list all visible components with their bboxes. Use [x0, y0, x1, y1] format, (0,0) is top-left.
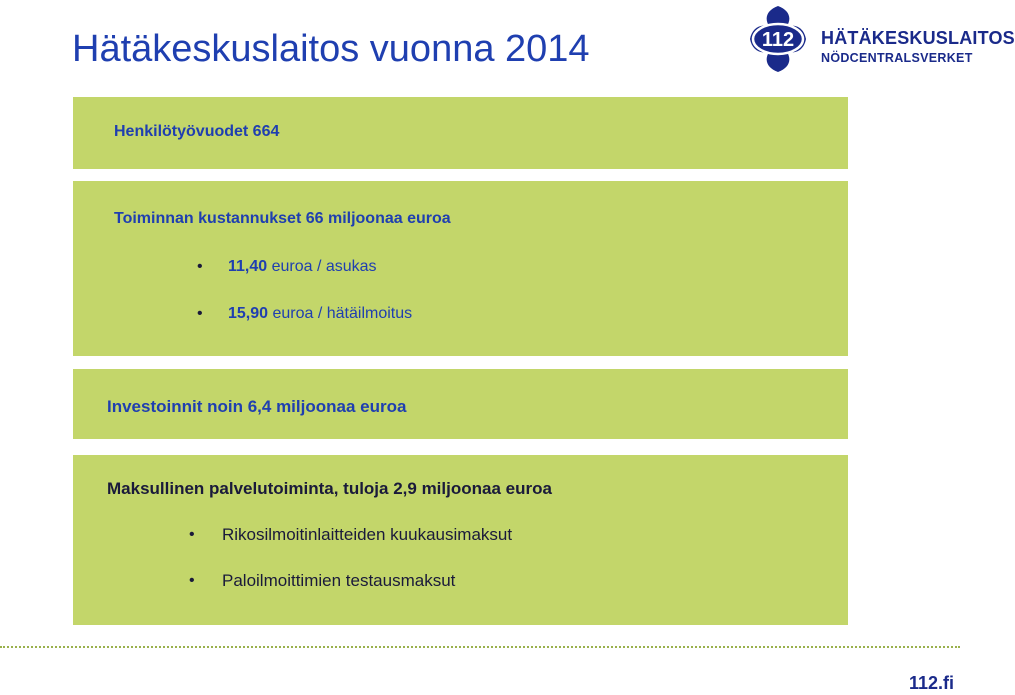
list-item [228, 258, 377, 276]
footer-divider [0, 646, 960, 648]
box-costs-heading: Toiminnan kustannukset 66 miljoonaa euroa [114, 210, 451, 227]
box-staff [73, 97, 848, 169]
box-paid-services-heading: Maksullinen palvelutoiminta, tuloja 2,9 miljoonaa euroa [107, 479, 552, 498]
box-costs [73, 181, 848, 356]
list-item [228, 305, 412, 323]
logo-112-icon [742, 4, 814, 74]
bullet: • [189, 526, 195, 543]
list-item-value: 15,90 [228, 305, 269, 322]
box-staff-heading: Henkilötyövuodet 664 [114, 123, 280, 140]
list-item-text: euroa / asukas [267, 258, 377, 275]
bullet: • [197, 305, 203, 322]
list-item: Paloilmoittimien testausmaksut [222, 571, 456, 590]
footer-url[interactable]: 112.fi [908, 673, 954, 693]
logo-name-fi: HÄTÄKESKUSLAITOS [821, 28, 1015, 48]
logo [742, 4, 1015, 74]
page-title: Hätäkeskuslaitos vuonna 2014 [72, 28, 590, 70]
box-investments [73, 369, 848, 439]
logo-mark-text: 112 [761, 29, 795, 51]
list-item: Rikosilmoitinlaitteiden kuukausimaksut [222, 525, 513, 544]
bullet: • [189, 572, 195, 589]
list-item-value: 11,40 [228, 258, 268, 275]
bullet: • [197, 258, 203, 275]
logo-name-sv: NÖDCENTRALSVERKET [821, 51, 973, 65]
box-paid-services [73, 455, 848, 625]
list-item-text: euroa / hätäilmoitus [268, 305, 413, 322]
box-investments-heading: Investoinnit noin 6,4 miljoonaa euroa [107, 397, 407, 416]
